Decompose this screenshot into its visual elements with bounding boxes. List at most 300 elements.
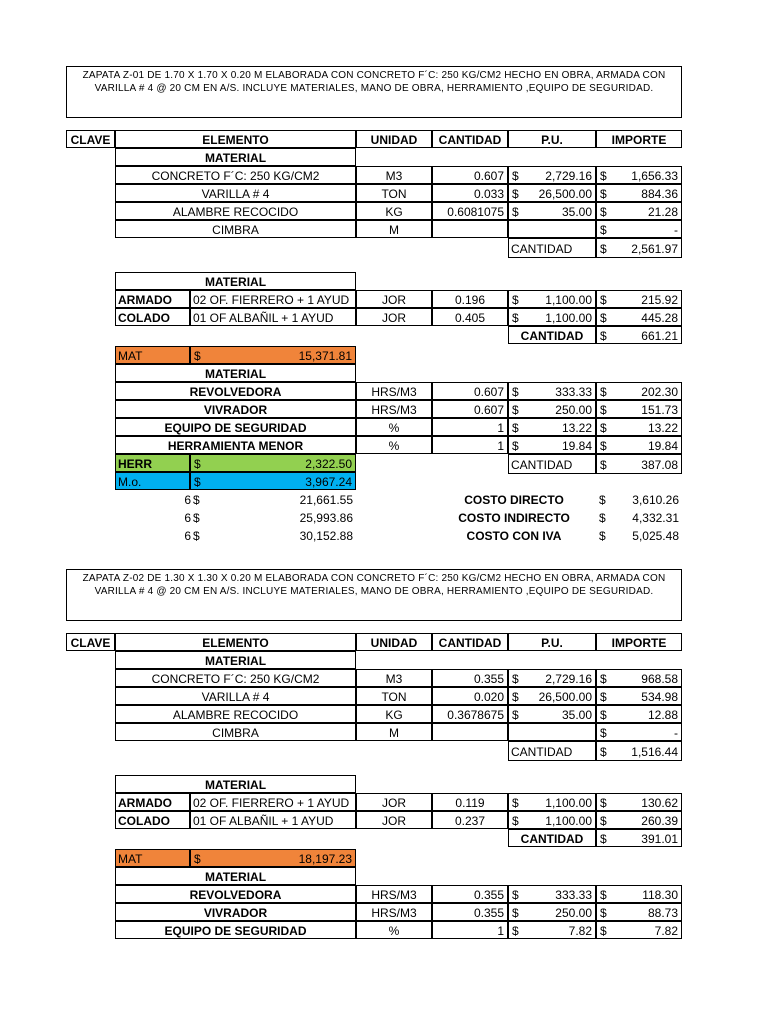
b1-labor-importe-text: 215.92 <box>641 293 678 307</box>
b1-mat-value-text: 15,371.81 <box>298 349 352 363</box>
b1-material-importe-text: 21.28 <box>647 205 678 219</box>
b1-summary-count <box>150 527 194 545</box>
b1-header-clave-text: CLAVE <box>70 133 111 147</box>
b2-equip-unidad <box>356 885 432 903</box>
b1-header-cantidad-text: CANTIDAD <box>438 133 502 147</box>
b2-material-elemento <box>115 705 356 723</box>
b1-summary-right-text: 3,610.26 <box>632 493 679 507</box>
b2-material-importe <box>596 723 682 741</box>
b1-material-pu <box>508 184 596 202</box>
b2-header-importe-text: IMPORTE <box>611 636 667 650</box>
b1-equip-pu-text: 333.33 <box>555 385 592 399</box>
b1-equip-elemento-text: HERRAMIENTA MENOR <box>167 439 304 453</box>
b1-summary-count <box>150 491 194 509</box>
b1-equip-pu <box>508 436 596 454</box>
b1-material-total-value-text: 2,561.97 <box>631 242 678 256</box>
currency-symbol: $ <box>599 493 606 507</box>
b1-equip-unidad <box>356 436 432 454</box>
b1-material-elemento <box>115 202 356 220</box>
b2-material-unidad <box>356 687 432 705</box>
b2-mat-value <box>190 849 356 867</box>
b2-material-pu-text: 26,500.00 <box>538 690 592 704</box>
b2-material-importe-text: 534.98 <box>641 690 678 704</box>
b1-equip-importe-text: 13.22 <box>647 421 678 435</box>
b1-labor-elemento <box>190 290 356 308</box>
b1-labor-label <box>115 272 356 290</box>
b2-material-cantidad-text: 0.020 <box>473 690 504 704</box>
b2-header-clave <box>66 633 115 651</box>
b1-herr-label <box>115 454 190 472</box>
b1-material-label-text: MATERIAL <box>204 151 267 165</box>
b1-equip-unidad <box>356 382 432 400</box>
b1-summary-left <box>190 527 356 545</box>
b1-labor-pu-text: 1,100.00 <box>545 293 592 307</box>
b2-labor-unidad-text: JOR <box>382 814 406 828</box>
currency-symbol: $ <box>512 205 519 219</box>
b1-equip-cantidad-text: 1 <box>497 421 504 435</box>
b2-labor-cantidad-text: 0.237 <box>454 814 486 828</box>
b1-labor-total-label-text: CANTIDAD <box>520 329 584 343</box>
b2-equip-elemento <box>115 903 356 921</box>
b1-material-importe <box>596 166 682 184</box>
b1-equip-elemento-text: REVOLVEDORA <box>189 385 282 399</box>
b2-labor-label <box>115 775 356 793</box>
b2-material-pu <box>508 723 596 741</box>
b1-header-clave <box>66 130 115 148</box>
b1-equip-total-label-text: CANTIDAD <box>511 458 573 472</box>
b1-labor-elemento-text: 02 OF. FIERRERO + 1 AYUD <box>193 293 350 307</box>
b2-material-total-label <box>508 741 596 761</box>
b1-herr-label-text: HERR <box>118 457 153 471</box>
b1-equip-importe-text: 202.30 <box>641 385 678 399</box>
b1-labor-pu <box>508 308 596 326</box>
b1-header-pu-text: P.U. <box>541 133 563 147</box>
b2-labor-cantidad <box>432 811 508 829</box>
b1-summary-right <box>596 527 682 545</box>
currency-symbol: $ <box>600 439 607 453</box>
b1-material-total-label-text: CANTIDAD <box>511 242 573 256</box>
b2-header-importe <box>596 633 682 651</box>
b1-equip-importe <box>596 436 682 454</box>
currency-symbol: $ <box>600 403 607 417</box>
b1-material-unidad <box>356 166 432 184</box>
b1-labor-importe-text: 445.28 <box>641 311 678 325</box>
b2-header-cantidad-text: CANTIDAD <box>438 636 502 650</box>
currency-symbol: $ <box>600 458 607 472</box>
b1-material-cantidad-text: 0.033 <box>473 187 504 201</box>
b2-labor-cantidad-text: 0.119 <box>455 796 485 810</box>
b1-material-elemento-text: CIMBRA <box>212 223 259 237</box>
b1-equip-label-text: MATERIAL <box>204 367 267 381</box>
b1-material-cantidad <box>432 184 508 202</box>
b2-material-total-label-text: CANTIDAD <box>511 745 573 759</box>
b2-material-elemento <box>115 669 356 687</box>
b1-equip-label <box>115 364 356 382</box>
b1-material-unidad-text: M <box>389 223 399 237</box>
b2-labor-pu-text: 1,100.00 <box>545 796 592 810</box>
b2-equip-pu-text: 7.82 <box>568 924 592 938</box>
b2-material-pu <box>508 669 596 687</box>
b2-header-cantidad <box>432 633 508 651</box>
b2-equip-elemento-text: EQUIPO DE SEGURIDAD <box>164 924 307 938</box>
b2-equip-elemento <box>115 885 356 903</box>
b2-equip-cantidad-text: 1 <box>497 924 504 938</box>
currency-symbol: $ <box>194 457 201 471</box>
b2-material-total-value-text: 1,516.44 <box>631 745 678 759</box>
currency-symbol: $ <box>600 796 607 810</box>
b1-material-cantidad <box>432 202 508 220</box>
b1-summary-left-text: 25,993.86 <box>299 511 353 525</box>
b2-material-elemento-text: VARILLA # 4 <box>201 690 270 704</box>
b2-material-cantidad <box>432 687 508 705</box>
b1-labor-total-label <box>508 326 596 344</box>
b1-equip-unidad-text: HRS/M3 <box>371 403 417 417</box>
b1-material-cantidad <box>432 166 508 184</box>
b1-header-importe <box>596 130 682 148</box>
b2-header-unidad <box>356 633 432 651</box>
b1-equip-pu <box>508 400 596 418</box>
b2-labor-pu <box>508 811 596 829</box>
currency-symbol: $ <box>600 814 607 828</box>
b1-labor-clave <box>115 308 190 326</box>
b2-labor-cantidad <box>432 793 508 811</box>
currency-symbol: $ <box>600 329 607 343</box>
b2-equip-elemento-text: VIVRADOR <box>203 906 268 920</box>
b2-labor-importe-text: 260.39 <box>641 814 678 828</box>
b1-material-cantidad <box>432 220 508 238</box>
b2-material-cantidad-text: 0.355 <box>473 672 504 686</box>
b1-header-unidad-text: UNIDAD <box>370 133 418 147</box>
b1-herr-value <box>190 454 356 472</box>
b1-summary-left <box>190 491 356 509</box>
b2-material-importe-text: 12.88 <box>647 708 678 722</box>
currency-symbol: $ <box>194 349 201 363</box>
b1-material-elemento-text: ALAMBRE RECOCIDO <box>172 205 299 219</box>
b2-labor-importe <box>596 793 682 811</box>
b1-material-importe <box>596 220 682 238</box>
b1-summary-right <box>596 491 682 509</box>
b1-equip-unidad-text: % <box>388 421 400 435</box>
b1-labor-pu <box>508 290 596 308</box>
currency-symbol: $ <box>512 924 519 938</box>
b2-equip-unidad-text: % <box>388 924 400 938</box>
currency-symbol: $ <box>512 796 519 810</box>
currency-symbol: $ <box>512 690 519 704</box>
b1-labor-clave-text: COLADO <box>118 311 170 325</box>
b1-equip-cantidad-text: 1 <box>497 439 504 453</box>
b1-labor-elemento <box>190 308 356 326</box>
b2-equip-unidad-text: HRS/M3 <box>371 906 417 920</box>
b2-material-elemento-text: CONCRETO F´C: 250 KG/CM2 <box>151 672 320 686</box>
b2-equip-cantidad <box>432 921 508 939</box>
currency-symbol: $ <box>512 906 519 920</box>
currency-symbol: $ <box>600 421 607 435</box>
b1-material-total-label <box>508 238 596 258</box>
currency-symbol: $ <box>600 906 607 920</box>
b1-labor-clave-text: ARMADO <box>118 293 172 307</box>
b1-equip-elemento <box>115 436 356 454</box>
b2-labor-total-label-text: CANTIDAD <box>520 832 584 846</box>
b1-header-elemento <box>115 130 356 148</box>
b1-equip-importe <box>596 418 682 436</box>
b1-material-pu-text: 2,729.16 <box>545 169 592 183</box>
b1-summary-label <box>432 527 596 545</box>
b1-header-cantidad <box>432 130 508 148</box>
b2-labor-clave-text: COLADO <box>118 814 170 828</box>
b2-equip-pu <box>508 903 596 921</box>
b1-summary-right <box>596 509 682 527</box>
b1-equip-pu <box>508 382 596 400</box>
b1-mo-value-text: 3,967.24 <box>305 475 352 489</box>
b1-summary-label <box>432 491 596 509</box>
b1-material-pu-text: 26,500.00 <box>538 187 592 201</box>
b2-mat-value-text: 18,197.23 <box>298 852 352 866</box>
currency-symbol: $ <box>600 385 607 399</box>
b2-labor-elemento <box>190 811 356 829</box>
currency-symbol: $ <box>512 187 519 201</box>
b2-labor-clave <box>115 793 190 811</box>
b2-header-elemento <box>115 633 356 651</box>
b2-material-cantidad-text: 0.3678675 <box>447 708 504 722</box>
currency-symbol: $ <box>600 672 607 686</box>
b2-header-clave-text: CLAVE <box>70 636 111 650</box>
b1-labor-cantidad <box>432 308 508 326</box>
b1-labor-clave <box>115 290 190 308</box>
b1-summary-count-text: 6 <box>184 511 191 525</box>
b2-equip-unidad <box>356 903 432 921</box>
b1-labor-total-value-text: 661.21 <box>641 329 678 343</box>
b2-material-importe-text: - <box>674 726 678 740</box>
b1-equip-elemento-text: VIVRADOR <box>203 403 268 417</box>
b2-equip-pu-text: 250.00 <box>555 906 592 920</box>
b2-material-unidad <box>356 723 432 741</box>
b1-herr-value-text: 2,322.50 <box>305 457 352 471</box>
b2-labor-pu <box>508 793 596 811</box>
b2-header-unidad-text: UNIDAD <box>370 636 418 650</box>
b2-material-unidad <box>356 705 432 723</box>
b1-labor-unidad-text: JOR <box>382 293 406 307</box>
b2-labor-label-text: MATERIAL <box>204 778 267 792</box>
b2-equip-importe-text: 118.30 <box>642 888 678 902</box>
b2-labor-total-label <box>508 829 596 847</box>
b2-material-label-text: MATERIAL <box>204 654 267 668</box>
b1-equip-unidad-text: % <box>388 439 400 453</box>
b1-equip-total-value-text: 387.08 <box>641 458 678 472</box>
b2-equip-cantidad-text: 0.355 <box>473 906 504 920</box>
currency-symbol: $ <box>512 403 519 417</box>
b2-material-unidad-text: TON <box>381 690 407 704</box>
b2-material-unidad <box>356 669 432 687</box>
currency-symbol: $ <box>194 475 201 489</box>
b1-labor-pu-text: 1,100.00 <box>545 311 592 325</box>
b1-summary-left-text: 30,152.88 <box>299 529 353 543</box>
b2-material-pu-text: 35.00 <box>561 708 592 722</box>
currency-symbol: $ <box>600 888 607 902</box>
b2-header-pu-text: P.U. <box>541 636 563 650</box>
b1-equip-cantidad <box>432 436 508 454</box>
b1-summary-left-text: 21,661.55 <box>299 493 353 507</box>
currency-symbol: $ <box>600 311 607 325</box>
b2-material-elemento <box>115 723 356 741</box>
b2-material-elemento-text: ALAMBRE RECOCIDO <box>172 708 299 722</box>
b1-equip-cantidad <box>432 418 508 436</box>
b2-equip-pu-text: 333.33 <box>555 888 592 902</box>
b1-material-importe-text: - <box>674 223 678 237</box>
b2-material-cantidad <box>432 723 508 741</box>
b2-equip-cantidad <box>432 903 508 921</box>
b1-labor-cantidad-text: 0.196 <box>454 293 486 307</box>
currency-symbol: $ <box>600 293 607 307</box>
b1-equip-cantidad-text: 0.607 <box>473 403 504 417</box>
b2-material-unidad-text: KG <box>385 708 403 722</box>
b1-equip-elemento-text: EQUIPO DE SEGURIDAD <box>164 421 307 435</box>
b1-equip-pu-text: 13.22 <box>561 421 592 435</box>
b2-labor-unidad-text: JOR <box>382 796 406 810</box>
b1-summary-right-text: 4,332.31 <box>632 511 679 525</box>
b1-material-unidad <box>356 184 432 202</box>
currency-symbol: $ <box>600 832 607 846</box>
b2-equip-pu <box>508 885 596 903</box>
b1-equip-pu-text: 19.84 <box>561 439 592 453</box>
b1-equip-elemento <box>115 400 356 418</box>
b1-labor-total-value <box>596 326 682 344</box>
currency-symbol: $ <box>512 311 519 325</box>
b2-material-total-value <box>596 741 682 761</box>
b1-summary-label-text: COSTO INDIRECTO <box>458 511 570 525</box>
b1-summary-count-text: 6 <box>184 529 191 543</box>
b2-material-pu <box>508 687 596 705</box>
b2-material-importe <box>596 687 682 705</box>
currency-symbol: $ <box>600 690 607 704</box>
b1-material-unidad <box>356 202 432 220</box>
b1-summary-count-text: 6 <box>184 493 191 507</box>
b2-header-pu <box>508 633 596 651</box>
b1-equip-unidad <box>356 418 432 436</box>
b1-labor-importe <box>596 308 682 326</box>
currency-symbol: $ <box>512 672 519 686</box>
b1-labor-unidad <box>356 290 432 308</box>
b1-material-pu <box>508 166 596 184</box>
b2-mat-label <box>115 849 190 867</box>
b1-mat-label-text: MAT <box>118 349 143 363</box>
b1-summary-right-text: 5,025.48 <box>632 529 679 543</box>
b2-labor-unidad <box>356 793 432 811</box>
b2-labor-total-value-text: 391.01 <box>641 832 678 846</box>
b1-material-elemento <box>115 220 356 238</box>
b1-labor-importe <box>596 290 682 308</box>
b1-equip-unidad <box>356 400 432 418</box>
b2-equip-pu <box>508 921 596 939</box>
b2-equip-unidad-text: HRS/M3 <box>371 888 417 902</box>
b2-equip-cantidad <box>432 885 508 903</box>
b2-material-unidad-text: M <box>389 726 399 740</box>
b1-material-pu <box>508 202 596 220</box>
currency-symbol: $ <box>600 242 607 256</box>
b1-equip-elemento <box>115 418 356 436</box>
b2-material-elemento <box>115 687 356 705</box>
b2-labor-importe-text: 130.62 <box>641 796 678 810</box>
currency-symbol: $ <box>600 726 607 740</box>
b2-equip-elemento-text: REVOLVEDORA <box>189 888 282 902</box>
b2-material-cantidad <box>432 669 508 687</box>
currency-symbol: $ <box>512 169 519 183</box>
b1-equip-elemento <box>115 382 356 400</box>
b1-summary-count <box>150 509 194 527</box>
b2-equip-label <box>115 867 356 885</box>
b2-labor-pu-text: 1,100.00 <box>545 814 592 828</box>
b1-header-elemento-text: ELEMENTO <box>202 133 269 147</box>
b2-material-pu <box>508 705 596 723</box>
b1-summary-label-text: COSTO DIRECTO <box>464 493 564 507</box>
b2-equip-unidad <box>356 921 432 939</box>
currency-symbol: $ <box>193 529 200 543</box>
b1-material-elemento-text: CONCRETO F´C: 250 KG/CM2 <box>151 169 320 183</box>
b2-equip-elemento <box>115 921 356 939</box>
b2-equip-cantidad-text: 0.355 <box>473 888 504 902</box>
item-description: ZAPATA Z-01 DE 1.70 X 1.70 X 0.20 M ELABORADA CON CONCRETO F´C: 250 KG/CM2 HECHO EN OBRA, ARMADA CON VARILLA # 4 @ 20 CM EN A/S. INCLUYE MATERIALES, MANO DE OBRA, HERRAMIENTO ,EQUIPO DE SEGURIDAD. <box>66 66 682 118</box>
b1-mo-label-text: M.o. <box>118 475 142 489</box>
b2-material-importe-text: 968.58 <box>641 672 678 686</box>
currency-symbol: $ <box>600 708 607 722</box>
currency-symbol: $ <box>600 169 607 183</box>
b2-material-unidad-text: M3 <box>385 672 403 686</box>
b1-equip-cantidad-text: 0.607 <box>473 385 504 399</box>
b1-material-elemento <box>115 166 356 184</box>
b2-labor-importe <box>596 811 682 829</box>
b1-mat-value <box>190 346 356 364</box>
b1-material-importe <box>596 184 682 202</box>
b1-material-label <box>115 148 356 166</box>
b1-mo-value <box>190 472 356 490</box>
b1-material-importe-text: 884.36 <box>641 187 678 201</box>
item-description: ZAPATA Z-02 DE 1.30 X 1.30 X 0.20 M ELABORADA CON CONCRETO F´C: 250 KG/CM2 HECHO EN OBRA, ARMADA CON VARILLA # 4 @ 20 CM EN A/S. INCLUYE MATERIALES, MANO DE OBRA, HERRAMIENTO ,EQUIPO DE SEGURIDAD. <box>66 569 682 621</box>
b1-header-unidad <box>356 130 432 148</box>
b1-labor-elemento-text: 01 OF ALBAÑIL + 1 AYUD <box>193 311 334 325</box>
b1-material-unidad-text: KG <box>385 205 403 219</box>
currency-symbol: $ <box>512 814 519 828</box>
b2-labor-elemento-text: 01 OF ALBAÑIL + 1 AYUD <box>193 814 334 828</box>
b1-material-pu-text: 35.00 <box>561 205 592 219</box>
b1-material-pu <box>508 220 596 238</box>
b1-equip-total-value <box>596 454 682 474</box>
b1-mo-label <box>115 472 190 490</box>
b1-equip-cantidad <box>432 382 508 400</box>
b1-equip-cantidad <box>432 400 508 418</box>
b1-material-cantidad-text: 0.607 <box>473 169 504 183</box>
currency-symbol: $ <box>600 223 607 237</box>
currency-symbol: $ <box>600 187 607 201</box>
b1-equip-importe-text: 151.73 <box>641 403 678 417</box>
currency-symbol: $ <box>193 511 200 525</box>
b1-labor-label-text: MATERIAL <box>204 275 267 289</box>
b1-material-elemento <box>115 184 356 202</box>
b1-material-unidad <box>356 220 432 238</box>
currency-symbol: $ <box>512 421 519 435</box>
currency-symbol: $ <box>512 708 519 722</box>
b1-material-elemento-text: VARILLA # 4 <box>201 187 270 201</box>
b2-labor-elemento <box>190 793 356 811</box>
b1-labor-unidad-text: JOR <box>382 311 406 325</box>
b1-equip-unidad-text: HRS/M3 <box>371 385 417 399</box>
b1-material-importe <box>596 202 682 220</box>
b2-equip-importe <box>596 885 682 903</box>
b2-material-pu-text: 2,729.16 <box>545 672 592 686</box>
b1-mat-label <box>115 346 190 364</box>
currency-symbol: $ <box>193 493 200 507</box>
b2-material-label <box>115 651 356 669</box>
b2-labor-clave-text: ARMADO <box>118 796 172 810</box>
b1-equip-importe-text: 19.84 <box>647 439 678 453</box>
